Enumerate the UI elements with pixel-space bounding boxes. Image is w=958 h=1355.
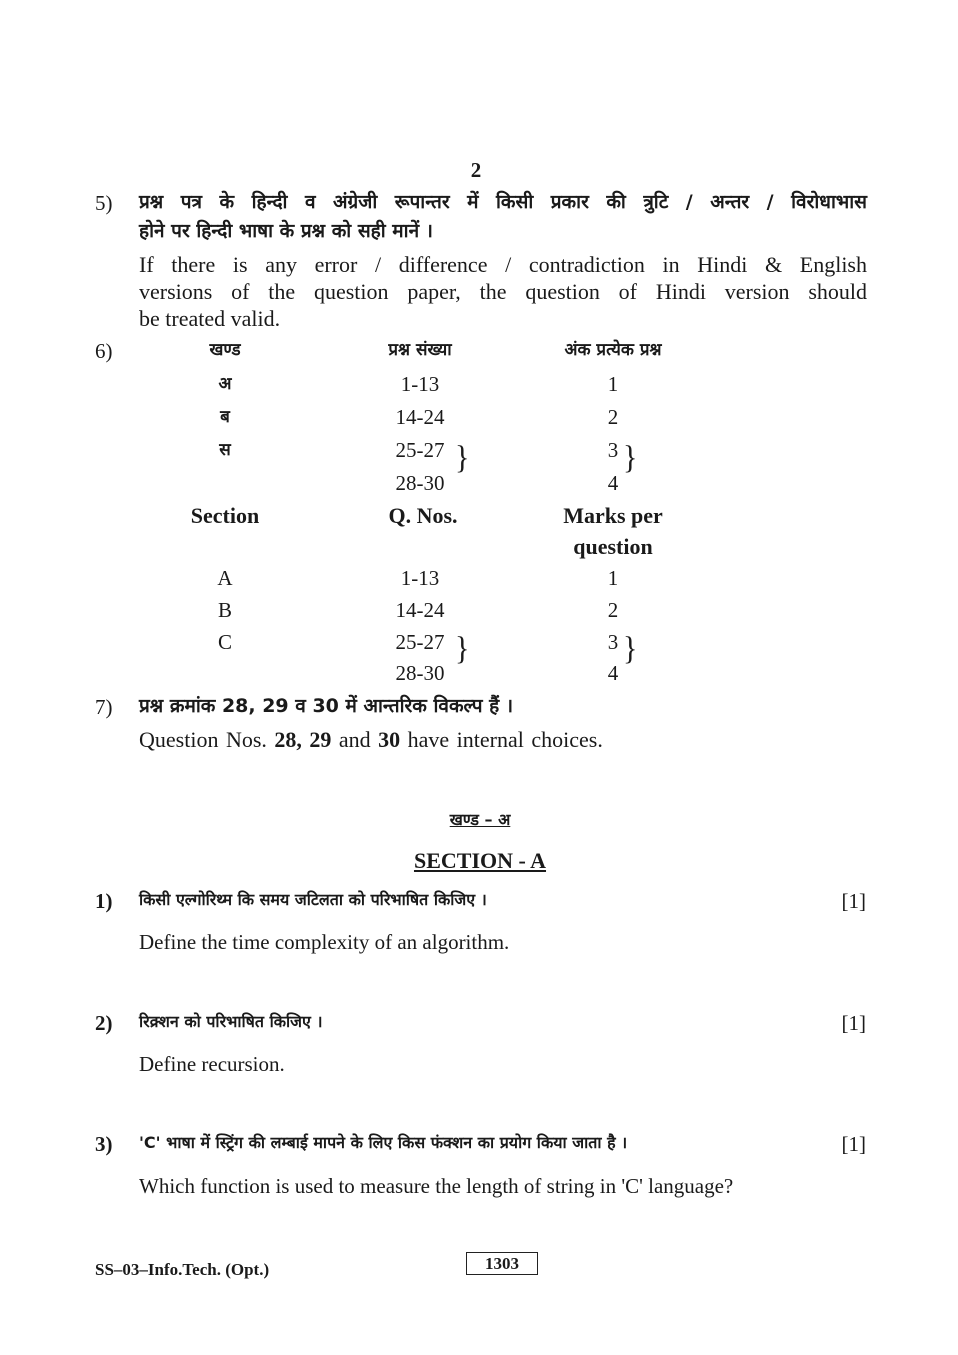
question-number: 3) [95,1132,113,1156]
table-header: Marks per [563,503,663,528]
instruction-english [139,729,603,751]
question-hindi: रिक्र्शन को परिभाषित किजिए । [139,1012,323,1031]
table-cell: 2 [607,598,619,622]
question-hindi: 'C' भाषा में स्ट्रिंग की लम्बाई मापने के लिए किस फंक्शन का प्रयोग किया जाता है । [139,1133,628,1152]
question-number: 2) [95,1011,113,1035]
table-header: Section [190,503,260,528]
instruction-hindi: होने पर हिन्दी भाषा के प्रश्न को सही मानें । [139,220,433,242]
table-cell: B [217,598,233,622]
table-header: Q. Nos. [388,503,458,528]
text-bold: 28, 29 [274,727,332,752]
question-english: Which function is used to measure the length of string in 'C' language? [139,1174,734,1198]
table-header: अंक प्रत्येक प्रश्न [564,340,662,360]
table-cell: 1 [607,372,619,396]
table-cell: 2 [607,405,619,429]
item-number: 5) [95,191,113,215]
table-cell: ब [220,407,230,427]
table-cell: 1-13 [400,566,440,590]
footer-paper-number: 1303 [466,1252,538,1275]
table-cell: 14-24 [395,598,445,622]
section-title: SECTION - A [413,848,547,873]
table-cell: 28-30 [395,471,445,495]
instruction-english: If there is any error / difference / contradiction in Hindi & English [139,252,867,277]
table-cell: 3 [607,438,619,462]
brace-icon: } [455,439,470,476]
question-hindi: किसी एल्गोरिथ्म कि समय जटिलता को परिभाषित किजिए । [139,890,487,909]
table-header: खण्ड [209,340,241,360]
brace-icon: } [623,439,638,476]
text: Question Nos. [139,727,267,752]
item-number: 6) [95,339,113,363]
page-number: 2 [470,158,482,182]
instruction-english: be treated valid. [139,306,281,331]
instruction-english: versions of the question paper, the question of Hindi version should [139,279,867,304]
table-header: question [573,534,653,559]
table-cell: 4 [607,661,619,685]
table-cell: 1-13 [400,372,440,396]
table-cell: अ [218,374,232,394]
question-marks: [1] [841,1132,866,1156]
table-cell: A [217,566,233,590]
item-number: 7) [95,695,113,719]
text: have internal choices. [407,727,603,752]
instruction-hindi: प्रश्न क्रमांक 28, 29 व 30 में आन्तरिक विकल्प हैं । [139,695,514,717]
question-number: 1) [95,889,113,913]
brace-icon: } [623,630,638,667]
table-cell: 3 [607,630,619,654]
question-marks: [1] [841,889,866,913]
table-cell: स [219,440,231,460]
question-english: Define recursion. [139,1052,285,1076]
table-cell: 25-27 [395,438,445,462]
table-cell: 25-27 [395,630,445,654]
footer-paper-code: SS–03–Info.Tech. (Opt.) [95,1260,270,1279]
text: and [338,727,371,752]
section-title-hindi: खण्ड – अ [449,810,511,829]
table-header: प्रश्न संख्या [388,340,452,360]
table-cell: 28-30 [395,661,445,685]
instruction-hindi: प्रश्न पत्र के हिन्दी व अंग्रेजी रूपान्तर में किसी प्रकार की त्रुटि / अन्तर / विरोधाभास [139,191,867,213]
table-cell: 14-24 [395,405,445,429]
table-cell: 1 [607,566,619,590]
text-bold: 30 [378,727,401,752]
brace-icon: } [455,630,470,667]
table-cell: C [217,630,233,654]
table-cell: 4 [607,471,619,495]
question-marks: [1] [841,1011,866,1035]
question-english: Define the time complexity of an algorithm. [139,930,510,954]
